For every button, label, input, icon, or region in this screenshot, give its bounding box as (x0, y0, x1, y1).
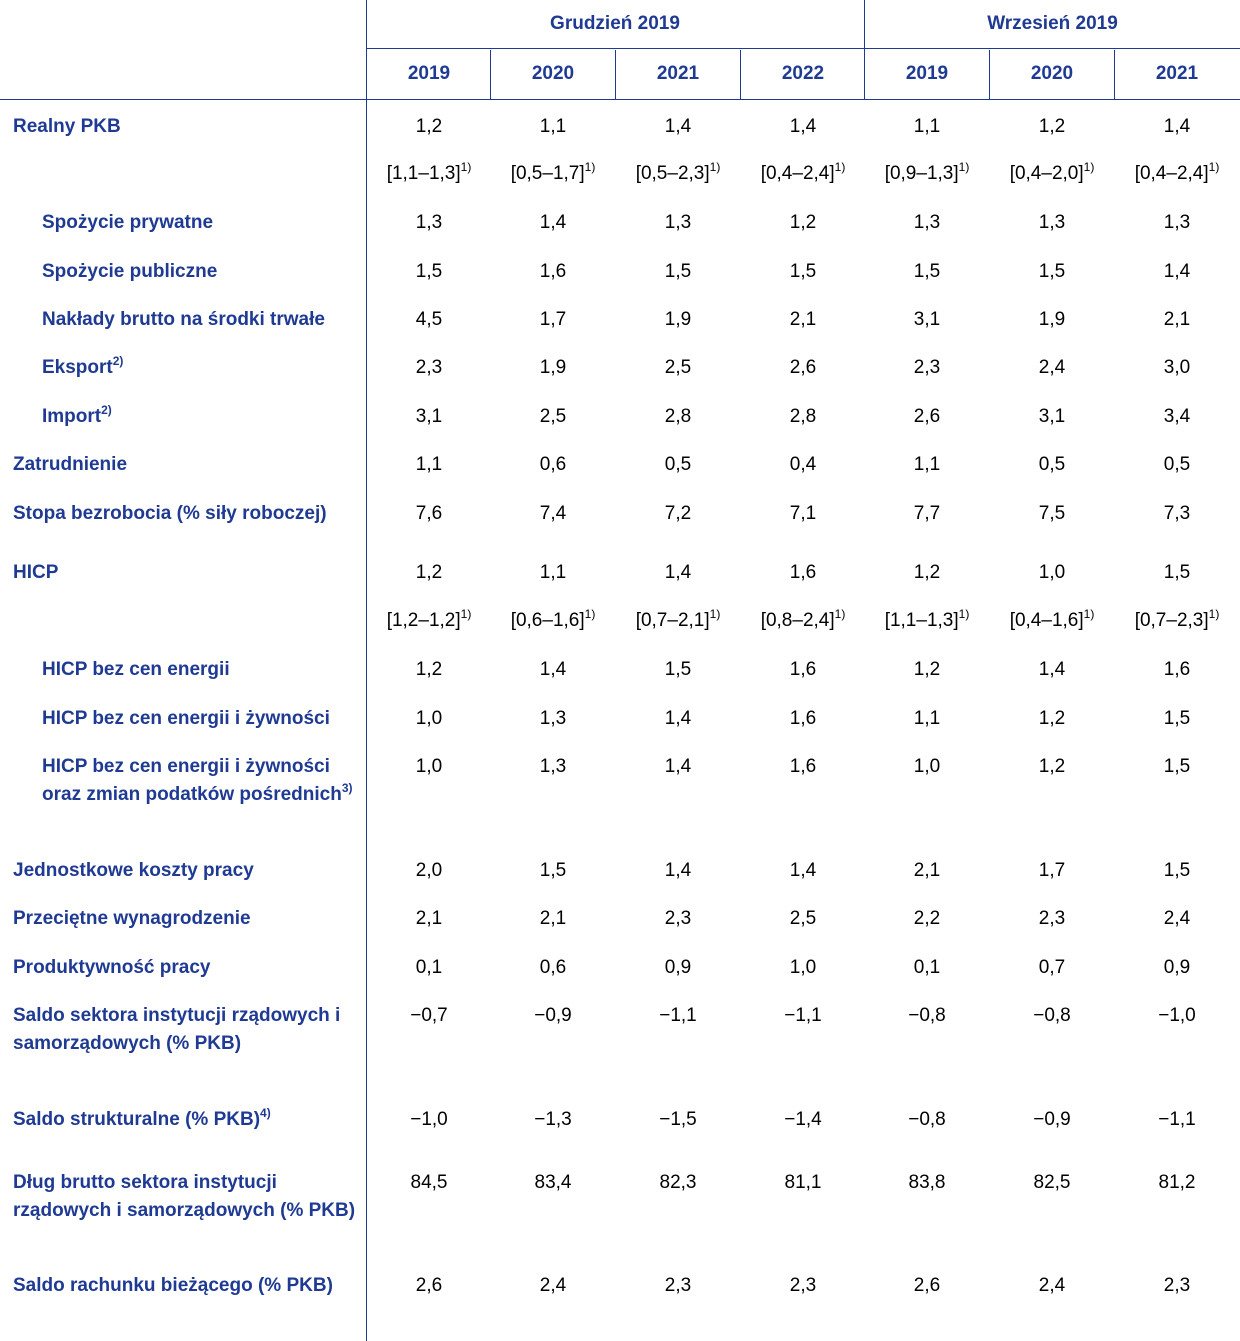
value-cell: 1,4 (1038, 659, 1066, 680)
value-cell: 0,9 (1163, 957, 1191, 978)
row-label: Spożycie publiczne (42, 261, 218, 282)
value-cell: −1,4 (784, 1109, 822, 1130)
group-header-december: Grudzień 2019 (550, 13, 680, 34)
value-cell: 2,8 (789, 406, 817, 427)
footnote-marker: 2) (112, 354, 124, 368)
value-cell: 0,5 (664, 454, 692, 475)
value-cell: −1,0 (1158, 1005, 1196, 1026)
value-cell: 2,3 (664, 1275, 692, 1296)
value-cell: 2,1 (1163, 309, 1191, 330)
value-cell: −0,7 (410, 1005, 448, 1026)
value-cell: 2,1 (415, 908, 443, 929)
value-cell: 1,1 (415, 454, 443, 475)
footnote-marker: 1) (834, 160, 846, 174)
value-cell: 0,7 (1038, 957, 1066, 978)
footnote-marker: 3) (341, 780, 353, 795)
value-cell: 2,6 (789, 357, 817, 378)
value-cell: 1,4 (789, 860, 817, 881)
row-label: Eksport$^{2)}$ (42, 354, 124, 378)
range-cell: $[0,9-1,3]^{1)}$ (884, 160, 970, 184)
value-cell: 1,4 (664, 562, 692, 583)
value-cell: 81,2 (1158, 1172, 1196, 1193)
header-bottom-rule (0, 99, 1240, 100)
value-cell: 3,0 (1163, 357, 1191, 378)
value-cell: 83,4 (534, 1172, 572, 1193)
value-cell: 82,5 (1033, 1172, 1071, 1193)
value-cell: 1,6 (539, 261, 567, 282)
value-cell: −0,8 (1033, 1005, 1071, 1026)
row-label: Nakłady brutto na środki trwałe (42, 309, 325, 330)
value-cell: 0,6 (539, 957, 567, 978)
value-cell: 1,0 (415, 708, 443, 729)
row-label: HICP bez cen energii i żywności (42, 708, 330, 729)
value-cell: 2,3 (913, 357, 941, 378)
year-header: 2021 (656, 63, 700, 84)
value-cell: 0,4 (789, 454, 817, 475)
value-cell: 1,4 (664, 116, 692, 137)
value-cell: 1,4 (664, 756, 692, 777)
footnote-marker: 1) (709, 160, 721, 174)
value-cell: 1,5 (415, 261, 443, 282)
value-cell: 2,3 (415, 357, 443, 378)
value-cell: 1,6 (1163, 659, 1191, 680)
value-cell: 2,3 (664, 908, 692, 929)
value-cell: 1,4 (539, 659, 567, 680)
row-label: Zatrudnienie (13, 454, 128, 475)
range-cell: $[0,6-1,6]^{1)}$ (510, 607, 596, 631)
value-cell: 2,1 (789, 309, 817, 330)
value-cell: 1,4 (789, 116, 817, 137)
range-cell: $[0,4-2,4]^{1)}$ (760, 160, 846, 184)
value-cell: 1,2 (1038, 708, 1066, 729)
value-cell: −1,3 (534, 1109, 572, 1130)
footnote-marker: 1) (1208, 160, 1220, 174)
value-cell: 1,4 (664, 860, 692, 881)
value-cell: 1,6 (789, 708, 817, 729)
range-cell: $[0,5-2,3]^{1)}$ (635, 160, 721, 184)
value-cell: 1,2 (1038, 116, 1066, 137)
range-cell: $[0,4-2,4]^{1)}$ (1134, 160, 1220, 184)
value-cell: 1,3 (539, 708, 567, 729)
value-cell: 2,6 (913, 406, 941, 427)
footnote-marker: 1) (958, 160, 970, 174)
value-cell: 1,1 (913, 454, 941, 475)
value-cell: 1,5 (539, 860, 567, 881)
row-label: Saldo rachunku bieżącego (% PKB) (13, 1275, 333, 1296)
footnote-marker: 1) (958, 607, 970, 621)
row-label: HICP (13, 562, 59, 583)
value-cell: 81,1 (784, 1172, 822, 1193)
value-cell: 1,2 (913, 659, 941, 680)
value-cell: −0,8 (908, 1005, 946, 1026)
row-label: Przeciętne wynagrodzenie (13, 908, 251, 929)
value-cell: 2,4 (539, 1275, 567, 1296)
value-cell: 1,2 (415, 116, 443, 137)
value-cell: 1,3 (539, 756, 567, 777)
footnote-marker: 1) (1083, 160, 1095, 174)
value-cell: 3,1 (913, 309, 941, 330)
value-cell: 1,2 (913, 562, 941, 583)
value-cell: 1,5 (664, 659, 692, 680)
value-cell: −1,1 (659, 1005, 697, 1026)
value-cell: 7,3 (1163, 503, 1191, 524)
range-cell: $[0,4-1,6]^{1)}$ (1009, 607, 1095, 631)
value-cell: 2,4 (1038, 357, 1066, 378)
value-cell: 2,1 (539, 908, 567, 929)
value-cell: 1,6 (789, 659, 817, 680)
year-header: 2020 (1030, 63, 1074, 84)
value-cell: 1,1 (913, 708, 941, 729)
value-cell: 1,0 (415, 756, 443, 777)
range-cell: $[1,2-1,2]^{1)}$ (386, 607, 472, 631)
footnote-marker: 1) (1208, 607, 1220, 621)
row-label: Dług brutto sektora instytucji rządowych i samorządowych (% PKB) (13, 1172, 356, 1221)
value-cell: −1,5 (659, 1109, 697, 1130)
value-cell: 1,1 (913, 116, 941, 137)
value-cell: 2,0 (415, 860, 443, 881)
value-cell: −0,9 (1033, 1109, 1071, 1130)
value-cell: 1,3 (1038, 212, 1066, 233)
value-cell: 2,1 (913, 860, 941, 881)
year-header: 2020 (531, 63, 575, 84)
value-cell: 1,2 (789, 212, 817, 233)
value-cell: −0,8 (908, 1109, 946, 1130)
value-cell: 1,5 (664, 261, 692, 282)
value-cell: 1,0 (913, 756, 941, 777)
value-cell: 1,5 (1163, 756, 1191, 777)
row-label: Import$^{2)}$ (42, 403, 112, 427)
value-cell: −1,1 (784, 1005, 822, 1026)
year-header: 2021 (1155, 63, 1199, 84)
value-cell: 2,3 (1163, 1275, 1191, 1296)
value-cell: 2,5 (789, 908, 817, 929)
year-header: 2022 (781, 63, 825, 84)
value-cell: 1,5 (913, 261, 941, 282)
value-cell: 2,4 (1163, 908, 1191, 929)
value-cell: 2,6 (913, 1275, 941, 1296)
footnote-marker: 1) (1083, 607, 1095, 621)
value-cell: 1,2 (415, 659, 443, 680)
value-cell: 1,0 (1038, 562, 1066, 583)
range-cell: $[0,4-2,0]^{1)}$ (1009, 160, 1095, 184)
footnote-marker: 1) (584, 607, 596, 621)
group-header-september: Wrzesień 2019 (987, 13, 1118, 34)
row-label: HICP bez cen energii i żywności oraz zmian podatków pośrednich$^{3)}$ (42, 756, 353, 805)
value-cell: 7,6 (415, 503, 443, 524)
value-cell: 1,4 (1163, 116, 1191, 137)
value-cell: 1,5 (789, 261, 817, 282)
value-cell: 1,0 (789, 957, 817, 978)
value-cell: 0,9 (664, 957, 692, 978)
range-cell: $[0,8-2,4]^{1)}$ (760, 607, 846, 631)
value-cell: 7,1 (789, 503, 817, 524)
footnote-marker: 1) (584, 160, 596, 174)
value-cell: 0,5 (1038, 454, 1066, 475)
value-cell: 2,3 (789, 1275, 817, 1296)
value-cell: 1,6 (789, 756, 817, 777)
value-cell: 1,5 (1163, 860, 1191, 881)
value-cell: 1,1 (539, 116, 567, 137)
value-cell: 1,7 (539, 309, 567, 330)
value-cell: 1,4 (539, 212, 567, 233)
value-cell: 84,5 (410, 1172, 448, 1193)
value-cell: 0,1 (415, 957, 443, 978)
row-label: Stopa bezrobocia (% siły roboczej) (13, 503, 327, 524)
value-cell: 1,3 (1163, 212, 1191, 233)
value-cell: 3,1 (1038, 406, 1066, 427)
row-label: Spożycie prywatne (42, 212, 214, 233)
value-cell: 2,6 (415, 1275, 443, 1296)
range-cell: $[0,7-2,1]^{1)}$ (635, 607, 721, 631)
value-cell: 2,4 (1038, 1275, 1066, 1296)
footnote-marker: 1) (460, 160, 472, 174)
value-cell: 1,6 (789, 562, 817, 583)
footnote-marker: 1) (709, 607, 721, 621)
value-cell: 0,6 (539, 454, 567, 475)
value-cell: 1,9 (1038, 309, 1066, 330)
footnote-marker: 4) (260, 1106, 271, 1120)
value-cell: 4,5 (415, 309, 443, 330)
row-label: Saldo strukturalne (% PKB)$^{4)}$ (13, 1106, 271, 1130)
value-cell: 7,4 (539, 503, 567, 524)
value-cell: 1,3 (415, 212, 443, 233)
value-cell: 7,5 (1038, 503, 1066, 524)
value-cell: 82,3 (659, 1172, 697, 1193)
value-cell: 1,4 (1163, 261, 1191, 282)
value-cell: 1,5 (1038, 261, 1066, 282)
value-cell: 1,9 (539, 357, 567, 378)
value-cell: −0,9 (534, 1005, 572, 1026)
year-header: 2019 (407, 63, 451, 84)
value-cell: 1,3 (664, 212, 692, 233)
value-cell: 1,7 (1038, 860, 1066, 881)
value-cell: 3,1 (415, 406, 443, 427)
value-cell: 1,1 (539, 562, 567, 583)
range-cell: $[0,5-1,7]^{1)}$ (510, 160, 596, 184)
value-cell: 2,5 (664, 357, 692, 378)
footnote-marker: 1) (460, 607, 472, 621)
value-cell: 7,7 (913, 503, 941, 524)
row-label: Produktywność pracy (13, 957, 211, 978)
value-cell: 7,2 (664, 503, 692, 524)
value-cell: 1,3 (913, 212, 941, 233)
value-cell: 0,5 (1163, 454, 1191, 475)
value-cell: 1,2 (1038, 756, 1066, 777)
value-cell: 83,8 (908, 1172, 946, 1193)
value-cell: 1,5 (1163, 562, 1191, 583)
value-cell: 2,2 (913, 908, 941, 929)
value-cell: −1,0 (410, 1109, 448, 1130)
value-cell: 2,3 (1038, 908, 1066, 929)
row-label: Saldo sektora instytucji rządowych i samorządowych (% PKB) (13, 1005, 341, 1054)
row-label: HICP bez cen energii (42, 659, 230, 680)
value-cell: 1,4 (664, 708, 692, 729)
value-cell: 1,5 (1163, 708, 1191, 729)
footnote-marker: 1) (834, 607, 846, 621)
row-label: Realny PKB (13, 116, 121, 137)
value-cell: 1,9 (664, 309, 692, 330)
value-cell: 3,4 (1163, 406, 1191, 427)
value-cell: 2,8 (664, 406, 692, 427)
range-cell: $[0,7-2,3]^{1)}$ (1134, 607, 1220, 631)
header-divider (366, 48, 1240, 49)
year-header: 2019 (905, 63, 949, 84)
value-cell: 1,2 (415, 562, 443, 583)
row-label: Jednostkowe koszty pracy (13, 860, 254, 881)
range-cell: $[1,1-1,3]^{1)}$ (884, 607, 970, 631)
range-cell: $[1,1-1,3]^{1)}$ (386, 160, 472, 184)
footnote-marker: 2) (101, 403, 112, 417)
value-cell: 2,5 (539, 406, 567, 427)
value-cell: −1,1 (1158, 1109, 1196, 1130)
value-cell: 0,1 (913, 957, 941, 978)
